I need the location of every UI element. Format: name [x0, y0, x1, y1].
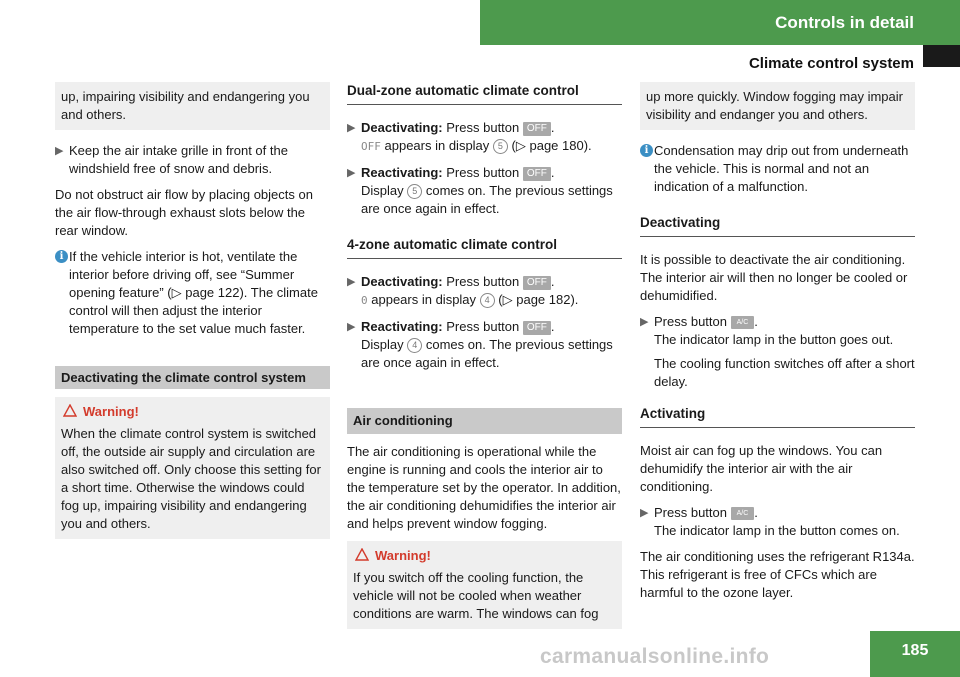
arrow-icon: ▶: [640, 316, 649, 328]
arrow-icon: ▶: [55, 145, 64, 157]
column-middle: [347, 82, 622, 629]
column-right: [640, 82, 915, 610]
column-left: [55, 82, 330, 539]
paragraph: Do not obstruct air flow by placing objects on the air flow-through exhaust slots below the rear window.: [55, 187, 313, 238]
heading-4-zone: 4-zone automatic climate control: [347, 236, 622, 259]
watermark: carmanualsonline.info: [540, 645, 770, 668]
page-number: 185: [870, 631, 960, 677]
warning-heading: Warning!: [61, 403, 324, 421]
list-item: ▶ Deactivating: Press button OFF . 0 appears in display 4 (▷ page 182).: [347, 274, 579, 307]
info-icon: i: [55, 250, 68, 263]
off-button-icon: OFF: [523, 321, 551, 335]
warning-text: When the climate control system is switched off, the outside air supply and circulation are also switched off. Only choose this setting for a short time. Otherwise the windows could fog up, impairing visibility and endangering you and others.: [61, 426, 321, 531]
paragraph: Moist air can fog up the windows. You can dehumidify the interior air with the air conditioning.: [640, 443, 883, 494]
info-note: i Condensation may drip out from underneath the vehicle. This is normal and not an indication of a malfunction.: [640, 142, 915, 196]
list-item: ▶ Press button A/C . The indicator lamp in the button comes on.: [640, 505, 900, 538]
heading-dual-zone: Dual-zone automatic climate control: [347, 82, 622, 105]
heading-activating: Activating: [640, 405, 915, 428]
warning-heading: Warning!: [353, 547, 616, 565]
display-5-icon: 5: [407, 184, 422, 199]
off-button-icon: OFF: [523, 167, 551, 181]
warning-box: [55, 397, 330, 539]
zero-display-text: 0: [361, 294, 368, 307]
paragraph: The air conditioning uses the refrigerant R134a. This refrigerant is free of CFCs which are harmful to the ozone layer.: [640, 549, 915, 600]
warning-text: If you switch off the cooling function, the vehicle will not be cooled when weather conditions are warm. The windows can fog: [353, 570, 599, 621]
continued-warning-box: [640, 82, 915, 130]
list-item: ▶ Reactivating: Press button OFF . Display 5 comes on. The previous settings are once again in effect.: [347, 165, 613, 216]
info-note: i If the vehicle interior is hot, ventilate the interior before driving off, see “Summer opening feature” (▷ page 122). The climate control will then adjust the interior temperature to the set value much faster.: [55, 248, 330, 338]
list-item: ▶ Keep the air intake grille in front of the windshield free of snow and debris.: [55, 143, 288, 176]
list-item: ▶ Press button A/C . The indicator lamp in the button goes out. The cooling function switches off after a short delay.: [640, 314, 915, 389]
display-4-icon: 4: [480, 293, 495, 308]
warning-box: [347, 541, 622, 629]
off-button-icon: OFF: [523, 122, 551, 136]
heading-deactivating: Deactivating: [640, 214, 915, 237]
paragraph: It is possible to deactivate the air conditioning. The interior air will then no longer be cooled or dehumidified.: [640, 252, 908, 303]
chapter-title: Controls in detail: [775, 13, 914, 32]
ac-button-icon: A/C: [731, 316, 755, 329]
continued-warning-text: up, impairing visibility and endangering you and others.: [61, 89, 310, 122]
display-5-icon: 5: [493, 139, 508, 154]
ac-button-icon: A/C: [731, 507, 755, 520]
info-icon: i: [640, 144, 653, 157]
display-4-icon: 4: [407, 338, 422, 353]
continued-warning-text: up more quickly. Window fogging may impair visibility and endanger you and others.: [646, 89, 903, 122]
warning-triangle-icon: [355, 548, 369, 561]
continued-warning-box: [55, 82, 330, 130]
list-item: ▶ Reactivating: Press button OFF . Display 4 comes on. The previous settings are once again in effect.: [347, 319, 613, 370]
section-title-deactivating-climate: Deactivating the climate control system: [55, 366, 330, 389]
off-button-icon: OFF: [523, 276, 551, 290]
arrow-icon: ▶: [640, 507, 649, 519]
list-item: ▶ Deactivating: Press button OFF . OFF appears in display 5 (▷ page 180).: [347, 120, 592, 153]
arrow-icon: ▶: [347, 321, 356, 333]
header-tab-marker: [923, 45, 960, 67]
section-subtitle: Climate control system: [748, 55, 914, 72]
section-title-air-conditioning: Air conditioning: [347, 408, 622, 434]
arrow-icon: ▶: [347, 167, 356, 179]
off-display-text: OFF: [361, 140, 381, 153]
arrow-icon: ▶: [347, 122, 356, 134]
paragraph: The air conditioning is operational while the engine is running and cools the interior air to the temperature set by the operator. In addition, the air conditioning dehumidifies the interior air and helps prevent window fogging.: [347, 444, 621, 531]
warning-triangle-icon: [63, 404, 77, 417]
arrow-icon: ▶: [347, 276, 356, 288]
